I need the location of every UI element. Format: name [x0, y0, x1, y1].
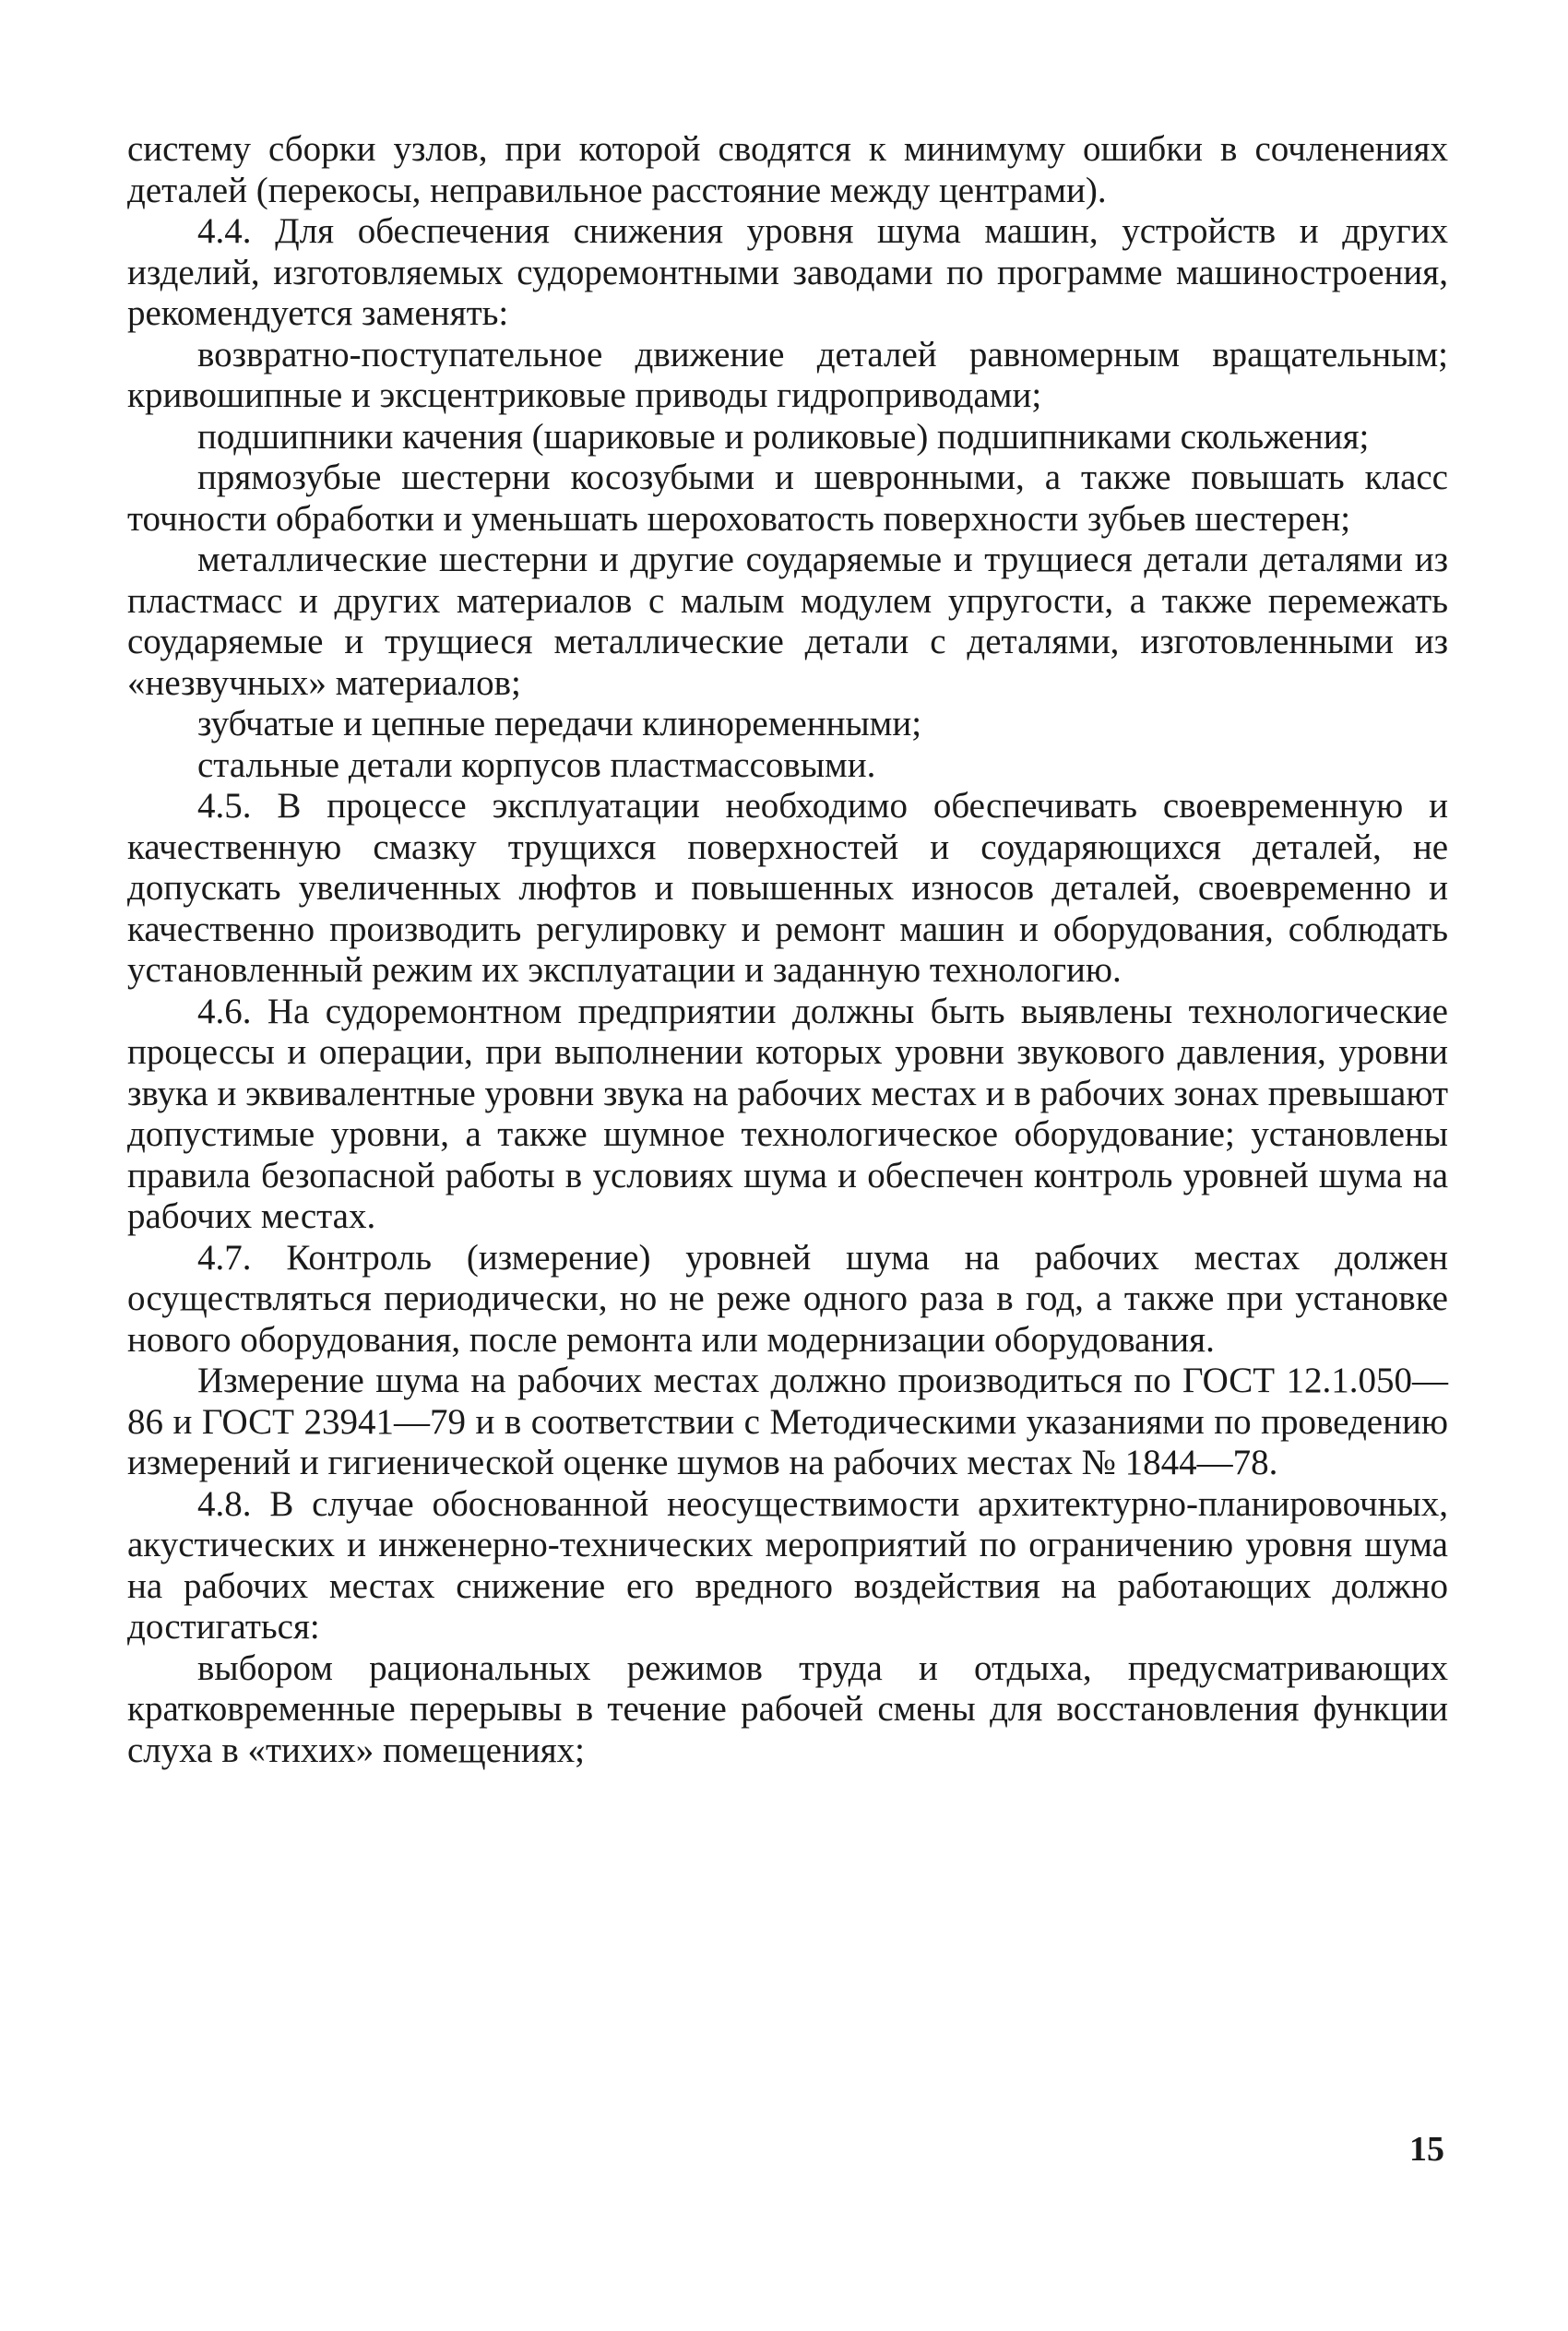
paragraph-4-7: 4.7. Контроль (измерение) уровней шума на рабочих местах должен осуществляться периодически, но не реже одного раза в год, а также при установке нового оборудования, после ремонта или модернизации оборудования.	[127, 1237, 1448, 1360]
list-item-work-rest-regimes: выбором рациональных режимов труда и отдыха, предусматривающих кратковременные перерывы в течение рабочей смены для восстановления функции слуха в «тихих» помещениях;	[127, 1647, 1448, 1770]
paragraph-continuation: систему сборки узлов, при которой сводятся к минимуму ошибки в сочленениях деталей (перекосы, неправильное расстояние между центрами).	[127, 129, 1448, 210]
list-item-steel-housing-parts: стальные детали корпусов пластмассовыми.	[197, 744, 876, 785]
document-body	[127, 129, 1448, 2214]
list-item-gear-chain-drives: зубчатые и цепные передачи клиноременными;	[197, 704, 922, 743]
paragraph-4-8: 4.8. В случае обоснованной неосуществимости архитектурно-планировочных, акустических и инженерно-технических мероприятий по ограничению уровня шума на рабочих местах снижение его вредного воздействия на работающих должно достигаться:	[127, 1483, 1448, 1647]
list-item-metal-gears: металлические шестерни и другие соударяемые и трущиеся детали деталями из пластмасс и других материалов с малым модулем упругости, а также перемежать соударяемые и трущиеся металлические детали с деталями, изготовленными из «незвучных» материалов;	[127, 540, 1448, 703]
list-item-spur-gears: прямозубые шестерни косозубыми и шевронными, а также повышать класс точности обработки и уменьшать шероховатость поверхности зубьев шестерен;	[127, 458, 1448, 539]
list-item-reciprocating-motion: возвратно-поступательное движение деталей равномерным вращательным; кривошипные и эксцентриковые приводы гидроприводами;	[127, 334, 1448, 415]
paragraph-4-6: 4.6. На судоремонтном предприятии должны быть выявлены технологические процессы и операции, при выполнении которых уровни звукового давления, уровни звука и эквивалентные уровни звука на рабочих местах и в рабочих зонах превышают допустимые уровни, а также шумное технологическое оборудование; установлены правила безопасной работы в условиях шума и обеспечен контроль уровней шума на рабочих местах.	[127, 991, 1448, 1236]
page-number: 15	[1409, 2130, 1444, 2169]
paragraph-4-4: 4.4. Для обеспечения снижения уровня шума машин, устройств и других изделий, изготовляемых судоремонтными заводами по программе машиностроения, рекомендуется заменять:	[127, 211, 1448, 333]
paragraph-noise-measurement: Измерение шума на рабочих местах должно производиться по ГОСТ 12.1.050—86 и ГОСТ 23941—79 и в соответствии с Методическими указаниями по проведению измерений и гигиенической оценке шумов на рабочих местах № 1844—78.	[127, 1361, 1448, 1482]
paragraph-4-5: 4.5. В процессе эксплуатации необходимо обеспечивать своевременную и качественную смазку трущихся поверхностей и соударяющихся деталей, не допускать увеличенных люфтов и повышенных износов деталей, своевременно и качественно производить регулировку и ремонт машин и оборудования, соблюдать установленный режим их эксплуатации и заданную технологию.	[127, 786, 1448, 990]
list-item-rolling-bearings: подшипники качения (шариковые и роликовые) подшипниками скольжения;	[197, 416, 1370, 457]
